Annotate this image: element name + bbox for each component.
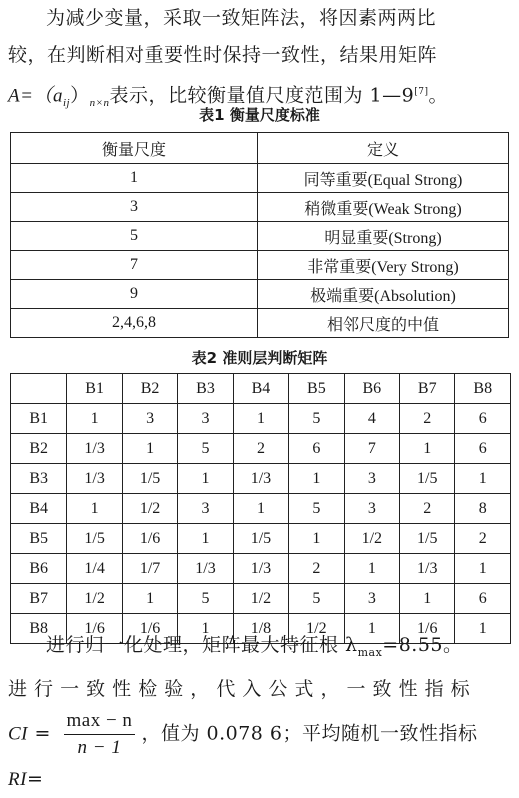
table2-cell: 1 [233, 404, 288, 434]
outro-line-2: 进 行 一 致 性 检 验 ， 代 入 公 式 ， 一 致 性 指 标 [8, 677, 471, 700]
table1-header-row [11, 133, 509, 164]
table1-cell: 极端重要(Absolution) [258, 280, 509, 309]
table1-cell: 7 [11, 251, 258, 280]
table2-header-cell [11, 374, 67, 404]
table2-cell: 1/6 [400, 614, 455, 644]
table2-cell: 6 [455, 404, 511, 434]
table2-cell: 3 [122, 404, 177, 434]
outro-paragraph [8, 627, 511, 790]
table1-cell: 3 [11, 193, 258, 222]
table2-row [11, 584, 511, 614]
table1-caption: 表1 衡量尺度标准 [199, 106, 320, 124]
table2-cell: 3 [178, 404, 233, 434]
table2-cell: 1/2 [289, 614, 344, 644]
table2-cell: B8 [11, 614, 67, 644]
table2-cell: 1/2 [122, 494, 177, 524]
table2-cell: 1/5 [67, 524, 122, 554]
table1-cell: 5 [11, 222, 258, 251]
table2-cell: 2 [289, 554, 344, 584]
table2-header-cell: B5 [289, 374, 344, 404]
formula-line: CI = $\frac{\max - n}{n - 1}$ ，值为 0.078 6；平均随机一致性指标 RI= [8, 709, 478, 790]
table2-cell: 1 [455, 554, 511, 584]
table1-cell: 1 [11, 164, 258, 193]
table2-cell: 5 [289, 494, 344, 524]
table2-cell: 8 [455, 494, 511, 524]
table2-header-cell: B6 [344, 374, 399, 404]
table2-cell: 1 [178, 614, 233, 644]
table2-header-cell: B7 [400, 374, 455, 404]
table2-cell: 1/5 [233, 524, 288, 554]
table2-header-cell: B4 [233, 374, 288, 404]
table2-cell: 1/2 [67, 584, 122, 614]
table2-cell: 2 [233, 434, 288, 464]
table2-cell: B4 [11, 494, 67, 524]
citation-ref[interactable]: [7] [414, 87, 429, 97]
table2-cell: 3 [344, 494, 399, 524]
table1-cell: 9 [11, 280, 258, 309]
table2-cell: 1 [122, 434, 177, 464]
table2-cell: 1/7 [122, 554, 177, 584]
outro-line-1: 进行归一化处理，矩阵最大特征根 $\lambda_{max}=8.55$。 [46, 634, 463, 659]
table2-row [11, 524, 511, 554]
table2-cell: 1 [400, 434, 455, 464]
table1-row [11, 251, 509, 280]
table2-header-cell: B3 [178, 374, 233, 404]
table2-judgment-matrix [10, 373, 511, 644]
table2-cell: 7 [344, 434, 399, 464]
table2-cell: 1 [455, 614, 511, 644]
table1-scale-standard [10, 132, 509, 338]
table2-cell: 1/6 [122, 524, 177, 554]
table1-row [11, 222, 509, 251]
table1-cell: 2,4,6,8 [11, 309, 258, 338]
table2-cell: 1 [178, 524, 233, 554]
table1-row [11, 280, 509, 309]
intro-line-2: 较，在判断相对重要性时保持一致性，结果用矩阵 [8, 44, 438, 66]
table2-row [11, 434, 511, 464]
table2-cell: 2 [400, 494, 455, 524]
table2-cell: 3 [178, 494, 233, 524]
table2-cell: 1 [400, 584, 455, 614]
table2-header-cell: B1 [67, 374, 122, 404]
table2-cell: 1 [344, 614, 399, 644]
table2-cell: 1 [67, 404, 122, 434]
table2-row [11, 464, 511, 494]
table2-cell: 1/3 [233, 464, 288, 494]
table2-cell: 1 [455, 464, 511, 494]
table2-cell: 6 [455, 584, 511, 614]
table2-cell: 1 [344, 554, 399, 584]
table1-cell: 明显重要(Strong) [258, 222, 509, 251]
table2-cell: 3 [344, 584, 399, 614]
table1-row [11, 309, 509, 338]
table2-cell: 5 [178, 584, 233, 614]
table2-cell: 1/5 [122, 464, 177, 494]
table2-cell: 1 [67, 494, 122, 524]
table2-cell: B2 [11, 434, 67, 464]
table2-cell: 1/5 [400, 524, 455, 554]
table2-cell: 4 [344, 404, 399, 434]
table2-cell: 1/3 [400, 554, 455, 584]
table2-cell: 2 [455, 524, 511, 554]
ci-fraction: $\frac{\max - n}{n - 1}$ [64, 708, 136, 761]
table2-cell: B3 [11, 464, 67, 494]
table2-cell: 5 [178, 434, 233, 464]
table2-cell: 1 [289, 464, 344, 494]
table2-cell: 1/3 [178, 554, 233, 584]
table1-row [11, 164, 509, 193]
table2-cell: 2 [400, 404, 455, 434]
table2-row [11, 494, 511, 524]
table1-cell: 同等重要(Equal Strong) [258, 164, 509, 193]
table2-cell: 1/4 [67, 554, 122, 584]
table2-cell: 1/3 [233, 554, 288, 584]
table2-cell: 1 [178, 464, 233, 494]
table2-cell: 1/6 [67, 614, 122, 644]
intro-line-1: 为减少变量，采取一致矩阵法，将因素两两比 [46, 7, 437, 29]
table2-cell: 5 [289, 404, 344, 434]
table1-cell: 稍微重要(Weak Strong) [258, 193, 509, 222]
table2-cell: 6 [289, 434, 344, 464]
table2-cell: 3 [344, 464, 399, 494]
table2-header-cell: B8 [455, 374, 511, 404]
table1-header-cell: 定义 [258, 133, 509, 164]
table2-cell: 1/6 [122, 614, 177, 644]
table2-cell: 1/2 [344, 524, 399, 554]
table2-cell: B5 [11, 524, 67, 554]
table2-cell: 1 [289, 524, 344, 554]
table2-cell: 5 [289, 584, 344, 614]
table1-cell: 相邻尺度的中值 [258, 309, 509, 338]
table2-cell: 1/2 [233, 584, 288, 614]
table2-row [11, 404, 511, 434]
table2-cell: B1 [11, 404, 67, 434]
table2-cell: 1/8 [233, 614, 288, 644]
table2-row [11, 554, 511, 584]
table1-header-cell: 衡量尺度 [11, 133, 258, 164]
table2-header-row [11, 374, 511, 404]
table2-header-cell: B2 [122, 374, 177, 404]
table2-cell: B6 [11, 554, 67, 584]
table2-cell: B7 [11, 584, 67, 614]
table1-cell: 非常重要(Very Strong) [258, 251, 509, 280]
table2-cell: 1/3 [67, 464, 122, 494]
table2-cell: 1/3 [67, 434, 122, 464]
table2-cell: 1 [233, 494, 288, 524]
table2-cell: 6 [455, 434, 511, 464]
table2-cell: 1 [122, 584, 177, 614]
table1-row [11, 193, 509, 222]
table2-caption: 表2 准则层判断矩阵 [191, 349, 328, 367]
table2-cell: 1/5 [400, 464, 455, 494]
intro-line-3: $A=(a_{ij})_{n\times n}$表示，比较衡量值尺度范围为 1—9[7]。 [8, 84, 448, 110]
